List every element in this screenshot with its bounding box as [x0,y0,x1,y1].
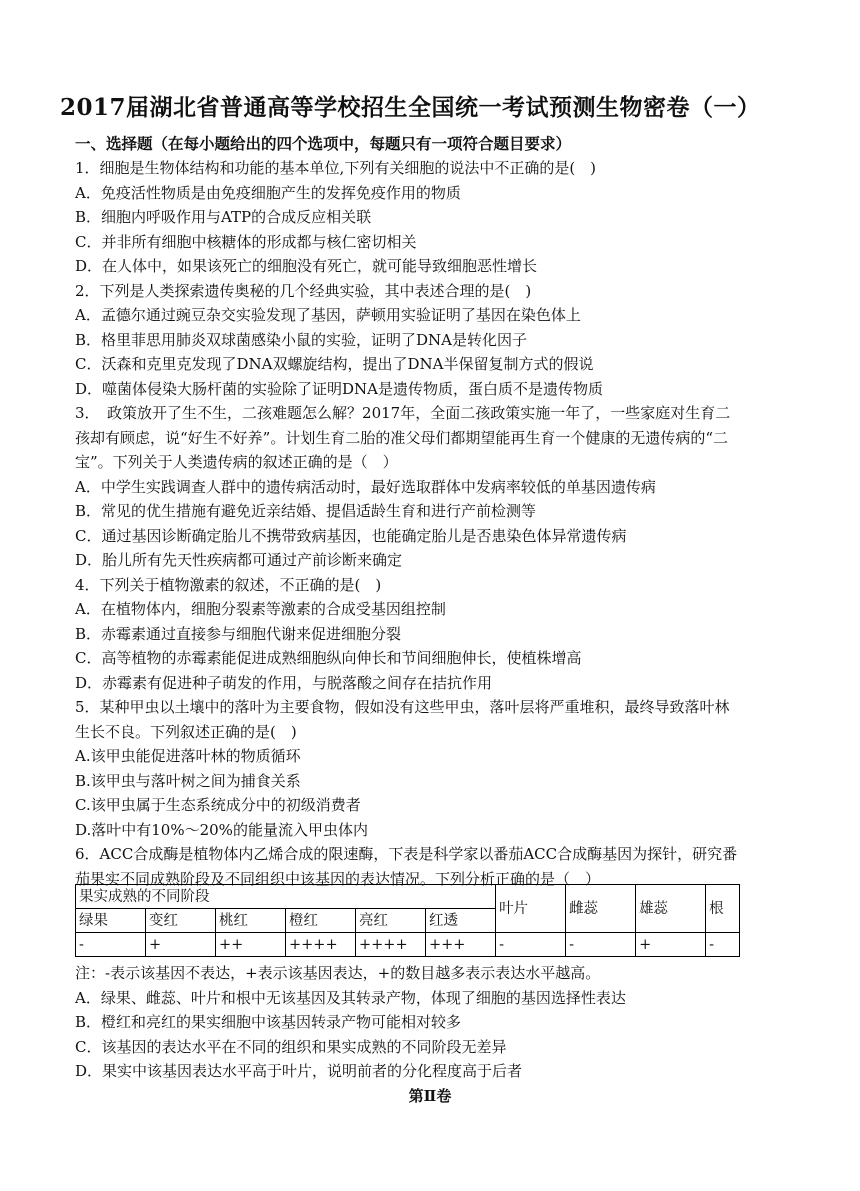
table-header-row [76,885,740,909]
table-header-tissue: 根 [706,885,740,933]
question-line: 宝”。下列关于人类遗传病的叙述正确的是（ ） [75,453,398,471]
question-line: B．常见的优生措施有避免近亲结婚、提倡适龄生育和进行产前检测等 [75,502,537,520]
table-header-stage: 橙红 [286,909,356,933]
answer-option-line: A．绿果、雌蕊、叶片和根中无该基因及其转录产物，体现了细胞的基因选择性表达 [75,988,626,1007]
table-header-stage: 绿果 [76,909,146,933]
question-line: B．格里菲思用肺炎双球菌感染小鼠的实验，证明了DNA是转化因子 [75,330,528,349]
table-cell: + [636,933,706,957]
question-line: D．胎儿所有先天性疾病都可通过产前诊断来确定 [75,551,403,569]
question-line: C．沃森和克里克发现了DNA双螺旋结构，提出了DNA半保留复制方式的假说 [75,355,594,373]
question-line: B.该甲虫与落叶树之间为捕食关系 [75,771,301,790]
question-line: B．细胞内呼吸作用与ATP的合成反应相关联 [75,208,372,226]
question-line: D.落叶中有10%～20%的能量流入甲虫体内 [75,820,368,839]
question-line: C.该甲虫属于生态系统成分中的初级消费者 [75,796,361,814]
question-line: A．在植物体内，细胞分裂素等激素的合成受基因组控制 [75,600,446,618]
table-cell: - [566,933,636,957]
table-header-tissue: 叶片 [496,885,566,933]
question-line: A．孟德尔通过豌豆杂交实验发现了基因，萨顿用实验证明了基因在染色体上 [75,306,581,324]
table-cell: + [146,933,216,957]
answer-option-line: C．该基因的表达水平在不同的组织和果实成熟的不同阶段无差异 [75,1037,507,1056]
table-header-stage: 亮红 [356,909,426,933]
question-line: C．高等植物的赤霉素能促进成熟细胞纵向伸长和节间细胞伸长，使植株增高 [75,649,582,667]
table-group-header: 果实成熟的不同阶段 [76,885,496,909]
question-line: A．中学生实践调查人群中的遗传病活动时，最好选取群体中发病率较低的单基因遗传病 [75,477,656,496]
table-cell: - [76,933,146,957]
answer-option-line: D．果实中该基因表达水平高于叶片，说明前者的分化程度高于后者 [75,1062,523,1080]
table-cell: +++ [426,933,496,957]
question-line: 孩却有顾虑，说“好生不好养”。计划生育二胎的准父母们都期望能再生育一个健康的无遗传病的“二 [75,428,729,447]
question-line: C．并非所有细胞中核糖体的形成都与核仁密切相关 [75,232,417,251]
question-line: 3． 政策放开了生不生，二孩难题怎么解？2017年，全面二孩政策实施一年了，一些家庭对生育二 [75,404,731,422]
question-line: D．在人体中，如果该死亡的细胞没有死亡，就可能导致细胞恶性增长 [75,257,538,275]
section-heading: 一、选择题（在每小题给出的四个选项中，每题只有一项符合题目要求） [75,134,572,153]
table-cell: ++++ [356,933,426,957]
question-line: D．赤霉素有促进种子萌发的作用，与脱落酸之间存在拮抗作用 [75,673,493,692]
table-header-stage: 红透 [426,909,496,933]
section-two-heading: 第Ⅱ卷 [408,1087,452,1105]
table-header-tissue: 雄蕊 [636,885,706,933]
question-line: D．噬菌体侵染大肠杆菌的实验除了证明DNA是遗传物质，蛋白质不是遗传物质 [75,379,604,398]
table-cell: ++ [216,933,286,957]
table-header-tissue: 雌蕊 [566,885,636,933]
question-line: C．通过基因诊断确定胎儿不携带致病基因，也能确定胎儿是否患染色体异常遗传病 [75,526,627,545]
question-line: 6．ACC合成酶是植物体内乙烯合成的限速酶，下表是科学家以番茄ACC合成酶基因为探针，研究番 [75,845,738,863]
question-line: 2．下列是人类探索遗传奥秘的几个经典实验，其中表述合理的是( ) [75,281,532,300]
table-cell: - [496,933,566,957]
exam-title: 2017届湖北省普通高等学校招生全国统一考试预测生物密卷（一） [60,94,761,121]
table-row [76,933,740,957]
question-line: 4．下列关于植物激素的叙述，不正确的是( ) [75,575,382,594]
table-cell: - [706,933,740,957]
question-line: A．免疫活性物质是由免疫细胞产生的发挥免疫作用的物质 [75,183,461,202]
question-line: 生长不良。下列叙述正确的是( ) [75,722,297,741]
table-note: 注：-表示该基因不表达，+表示该基因表达，+的数目越多表示表达水平越高。 [75,964,601,982]
gene-expression-table [75,884,740,957]
question-line: A.该甲虫能促进落叶林的物质循环 [75,747,301,765]
table-cell: ++++ [286,933,356,957]
question-line: 1．细胞是生物体结构和功能的基本单位,下列有关细胞的说法中不正确的是( ) [75,159,597,177]
answer-option-line: B．橙红和亮红的果实细胞中该基因转录产物可能相对较多 [75,1013,462,1031]
table-header-stage: 变红 [146,909,216,933]
question-line: 5．某种甲虫以土壤中的落叶为主要食物，假如没有这些甲虫，落叶层将严重堆积，最终导致落叶林 [75,698,730,716]
question-line: 茄果实不同成熟阶段及不同组织中该基因的表达情况。下列分析正确的是（ ） [75,869,601,888]
question-line: B．赤霉素通过直接参与细胞代谢来促进细胞分裂 [75,624,402,643]
table-header-stage: 桃红 [216,909,286,933]
